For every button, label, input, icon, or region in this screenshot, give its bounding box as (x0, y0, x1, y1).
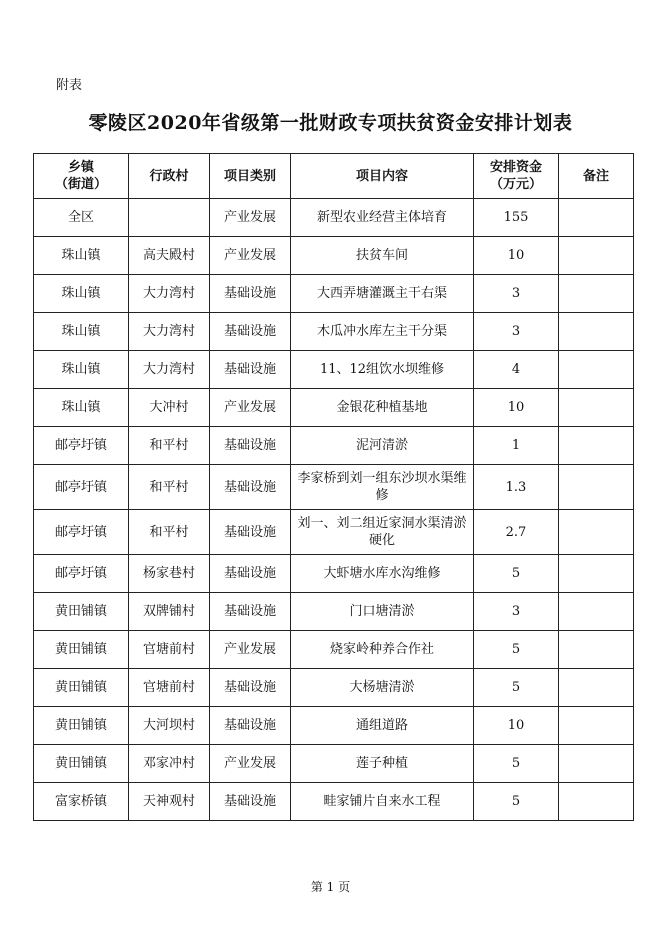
table-row (34, 593, 634, 631)
table-row (34, 351, 634, 389)
header-amount-line1: 安排资金 (489, 160, 542, 175)
fund-allocation-table (33, 153, 634, 821)
cell-village (129, 199, 210, 237)
cell-village: 大力湾村 (129, 275, 210, 313)
cell-note (559, 351, 634, 389)
page-number: 第 1 页 (310, 880, 351, 894)
cell-content: 门口塘清淤 (291, 593, 474, 631)
cell-village: 高夫殿村 (129, 237, 210, 275)
table-row (34, 707, 634, 745)
cell-content: 泥河清淤 (291, 427, 474, 465)
cell-amount: 155 (474, 199, 559, 237)
header-town-line1: 乡镇 (67, 160, 94, 175)
table-row (34, 313, 634, 351)
header-amount-line2: （万元） (489, 177, 542, 192)
header-town (34, 154, 129, 199)
attachment-label: 附表 (56, 78, 83, 93)
table-row (34, 465, 634, 510)
header-note: 备注 (559, 154, 634, 199)
cell-village: 官塘前村 (129, 669, 210, 707)
cell-type: 基础设施 (210, 351, 291, 389)
cell-amount: 5 (474, 669, 559, 707)
cell-note (559, 199, 634, 237)
cell-type: 基础设施 (210, 669, 291, 707)
cell-content: 李家桥到刘一组东沙坝水渠维修 (291, 465, 474, 510)
cell-amount: 10 (474, 237, 559, 275)
cell-type: 基础设施 (210, 427, 291, 465)
cell-town: 黄田铺镇 (34, 669, 129, 707)
cell-town: 邮亭圩镇 (34, 510, 129, 555)
cell-village: 双牌铺村 (129, 593, 210, 631)
table-row (34, 669, 634, 707)
cell-amount: 5 (474, 783, 559, 821)
header-town-line2: （街道） (54, 177, 107, 192)
cell-note (559, 510, 634, 555)
cell-town: 珠山镇 (34, 351, 129, 389)
cell-type: 基础设施 (210, 275, 291, 313)
cell-amount: 5 (474, 631, 559, 669)
table-row (34, 783, 634, 821)
cell-town: 黄田铺镇 (34, 707, 129, 745)
cell-village: 和平村 (129, 465, 210, 510)
cell-village: 大冲村 (129, 389, 210, 427)
table-row (34, 237, 634, 275)
cell-town: 邮亭圩镇 (34, 555, 129, 593)
cell-town: 黄田铺镇 (34, 745, 129, 783)
cell-type: 产业发展 (210, 745, 291, 783)
cell-note (559, 707, 634, 745)
cell-note (559, 669, 634, 707)
cell-town: 全区 (34, 199, 129, 237)
cell-town: 珠山镇 (34, 389, 129, 427)
cell-content: 扶贫车间 (291, 237, 474, 275)
cell-amount: 5 (474, 745, 559, 783)
cell-content: 大杨塘清淤 (291, 669, 474, 707)
cell-note (559, 593, 634, 631)
cell-village: 和平村 (129, 510, 210, 555)
cell-town: 珠山镇 (34, 237, 129, 275)
cell-village: 大力湾村 (129, 313, 210, 351)
page-title: 零陵区2020年省级第一批财政专项扶贫资金安排计划表 (88, 112, 573, 134)
cell-amount: 2.7 (474, 510, 559, 555)
cell-amount: 10 (474, 389, 559, 427)
cell-amount: 3 (474, 313, 559, 351)
cell-note (559, 631, 634, 669)
cell-type: 基础设施 (210, 313, 291, 351)
cell-content: 刘一、刘二组近家洞水渠清淤硬化 (291, 510, 474, 555)
table-row (34, 199, 634, 237)
cell-amount: 5 (474, 555, 559, 593)
table-body (34, 199, 634, 821)
cell-type: 基础设施 (210, 465, 291, 510)
table-row (34, 555, 634, 593)
cell-type: 产业发展 (210, 631, 291, 669)
cell-content: 烧家岭种养合作社 (291, 631, 474, 669)
cell-amount: 4 (474, 351, 559, 389)
cell-town: 珠山镇 (34, 313, 129, 351)
cell-amount: 1.3 (474, 465, 559, 510)
cell-village: 邓家冲村 (129, 745, 210, 783)
cell-type: 基础设施 (210, 510, 291, 555)
cell-type: 基础设施 (210, 555, 291, 593)
cell-content: 大西弄塘灌溉主干右渠 (291, 275, 474, 313)
cell-village: 天神观村 (129, 783, 210, 821)
cell-village: 和平村 (129, 427, 210, 465)
cell-town: 邮亭圩镇 (34, 427, 129, 465)
cell-village: 大力湾村 (129, 351, 210, 389)
cell-type: 基础设施 (210, 593, 291, 631)
cell-content: 大虾塘水库水沟维修 (291, 555, 474, 593)
cell-town: 邮亭圩镇 (34, 465, 129, 510)
cell-content: 金银花种植基地 (291, 389, 474, 427)
header-content: 项目内容 (291, 154, 474, 199)
cell-content: 木瓜冲水库左主干分渠 (291, 313, 474, 351)
table-header-row (34, 154, 634, 199)
cell-content: 通组道路 (291, 707, 474, 745)
cell-town: 富家桥镇 (34, 783, 129, 821)
cell-note (559, 555, 634, 593)
cell-content: 畦家铺片自来水工程 (291, 783, 474, 821)
cell-village: 杨家巷村 (129, 555, 210, 593)
cell-town: 黄田铺镇 (34, 631, 129, 669)
table-row (34, 745, 634, 783)
cell-note (559, 313, 634, 351)
cell-village: 官塘前村 (129, 631, 210, 669)
table-row (34, 427, 634, 465)
header-village: 行政村 (129, 154, 210, 199)
cell-note (559, 427, 634, 465)
table-row (34, 631, 634, 669)
cell-note (559, 237, 634, 275)
cell-note (559, 745, 634, 783)
cell-village: 大河坝村 (129, 707, 210, 745)
cell-amount: 10 (474, 707, 559, 745)
cell-amount: 1 (474, 427, 559, 465)
cell-note (559, 465, 634, 510)
header-type: 项目类别 (210, 154, 291, 199)
header-amount (474, 154, 559, 199)
cell-content: 新型农业经营主体培育 (291, 199, 474, 237)
table-row (34, 389, 634, 427)
cell-note (559, 783, 634, 821)
cell-type: 产业发展 (210, 199, 291, 237)
cell-amount: 3 (474, 275, 559, 313)
cell-type: 基础设施 (210, 783, 291, 821)
table-row (34, 510, 634, 555)
cell-amount: 3 (474, 593, 559, 631)
cell-content: 莲子种植 (291, 745, 474, 783)
cell-content: 11、12组饮水坝维修 (291, 351, 474, 389)
cell-town: 黄田铺镇 (34, 593, 129, 631)
cell-note (559, 275, 634, 313)
cell-town: 珠山镇 (34, 275, 129, 313)
table-row (34, 275, 634, 313)
cell-type: 基础设施 (210, 707, 291, 745)
cell-type: 产业发展 (210, 237, 291, 275)
cell-note (559, 389, 634, 427)
cell-type: 产业发展 (210, 389, 291, 427)
